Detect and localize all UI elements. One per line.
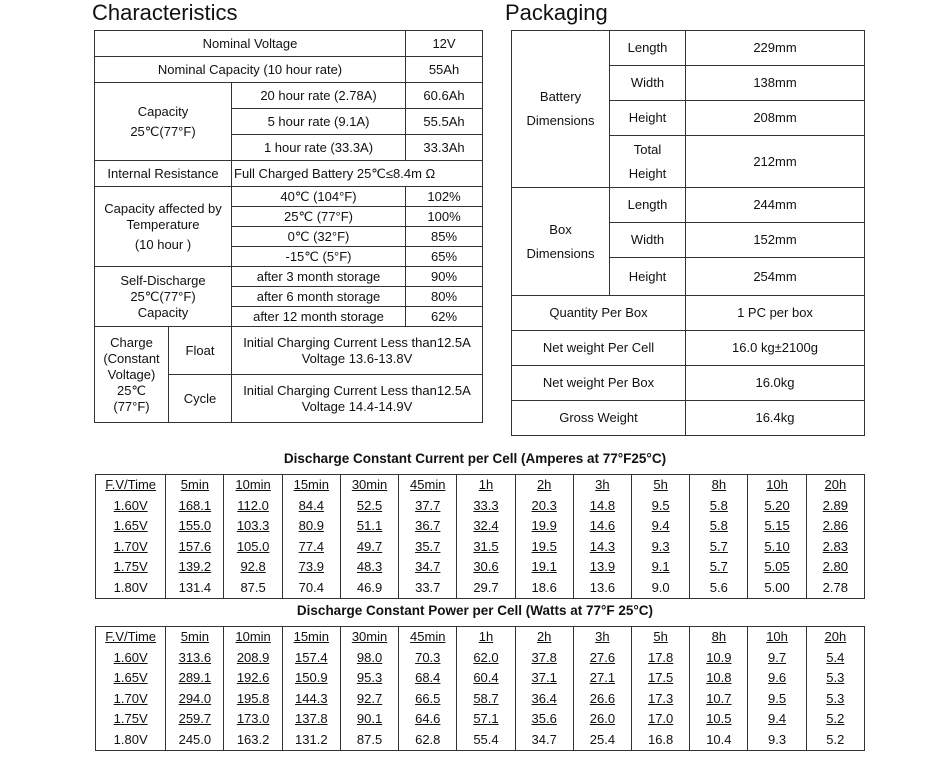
table-cell: 62.0 bbox=[457, 648, 515, 669]
temp-cond: 25℃ (77°F) bbox=[232, 207, 406, 227]
table-cell: 157.6 bbox=[166, 537, 224, 558]
temp-cond: -15℃ (5°F) bbox=[232, 247, 406, 267]
column-header: 10h bbox=[748, 627, 806, 648]
cycle-value: Initial Charging Current Less than12.5A Voltage 14.4-14.9V bbox=[232, 375, 483, 423]
table-cell: 26.0 bbox=[573, 709, 631, 730]
float-label: Float bbox=[169, 327, 232, 375]
column-header: 45min bbox=[399, 475, 457, 496]
battery-height-label: Height bbox=[610, 101, 686, 136]
box-height-label: Height bbox=[610, 258, 686, 296]
table-cell: 17.8 bbox=[632, 648, 690, 669]
characteristics-title: Characteristics bbox=[92, 0, 238, 25]
row-voltage: 1.75V bbox=[96, 557, 166, 578]
table-cell: 2.89 bbox=[806, 496, 864, 517]
table-cell: 48.3 bbox=[340, 557, 398, 578]
table-cell: 9.1 bbox=[632, 557, 690, 578]
table-cell: 13.9 bbox=[573, 557, 631, 578]
column-header: 8h bbox=[690, 475, 748, 496]
table-cell: 68.4 bbox=[399, 668, 457, 689]
box-width-value: 152mm bbox=[686, 223, 865, 258]
packaging-table bbox=[511, 30, 865, 436]
table-cell: 10.9 bbox=[690, 648, 748, 669]
temp-cond: 40℃ (104°F) bbox=[232, 187, 406, 207]
table-cell: 155.0 bbox=[166, 516, 224, 537]
table-cell: 17.3 bbox=[632, 689, 690, 710]
column-header: 1h bbox=[457, 475, 515, 496]
table-cell: 31.5 bbox=[457, 537, 515, 558]
column-header: 10min bbox=[224, 627, 282, 648]
column-header: 5min bbox=[166, 627, 224, 648]
table-cell: 2.86 bbox=[806, 516, 864, 537]
column-header: 2h bbox=[515, 475, 573, 496]
nominal-capacity-value: 55Ah bbox=[406, 57, 483, 83]
table-cell: 17.0 bbox=[632, 709, 690, 730]
column-header: 20h bbox=[806, 627, 864, 648]
table-row bbox=[96, 709, 865, 730]
table-cell: 34.7 bbox=[515, 730, 573, 751]
table-cell: 52.5 bbox=[340, 496, 398, 517]
quantity-value: 1 PC per box bbox=[686, 296, 865, 331]
table-cell: 5.2 bbox=[806, 730, 864, 751]
temp-value: 102% bbox=[406, 187, 483, 207]
table-cell: 14.3 bbox=[573, 537, 631, 558]
packaging-title: Packaging bbox=[505, 0, 608, 25]
column-header: 8h bbox=[690, 627, 748, 648]
table-cell: 92.8 bbox=[224, 557, 282, 578]
battery-height-value: 208mm bbox=[686, 101, 865, 136]
table-cell: 33.7 bbox=[399, 578, 457, 599]
table-cell: 26.6 bbox=[573, 689, 631, 710]
table-cell: 5.3 bbox=[806, 668, 864, 689]
battery-length-label: Length bbox=[610, 31, 686, 66]
power-table-title: Discharge Constant Power per Cell (Watts at 77°F 25°C) bbox=[296, 603, 654, 618]
table-cell: 37.1 bbox=[515, 668, 573, 689]
table-cell: 173.0 bbox=[224, 709, 282, 730]
net-cell-value: 16.0 kg±2100g bbox=[686, 331, 865, 366]
column-header: 3h bbox=[573, 627, 631, 648]
charge-label: Charge (Constant Voltage) 25℃ (77°F) bbox=[95, 327, 169, 423]
table-cell: 46.9 bbox=[340, 578, 398, 599]
column-header: 30min bbox=[340, 475, 398, 496]
column-header: 30min bbox=[340, 627, 398, 648]
row-voltage: 1.60V bbox=[96, 648, 166, 669]
table-cell: 5.8 bbox=[690, 496, 748, 517]
gross-weight-value: 16.4kg bbox=[686, 401, 865, 436]
table-row bbox=[96, 648, 865, 669]
table-cell: 29.7 bbox=[457, 578, 515, 599]
internal-resistance-label: Internal Resistance bbox=[95, 161, 232, 187]
table-cell: 58.7 bbox=[457, 689, 515, 710]
cycle-label: Cycle bbox=[169, 375, 232, 423]
column-header: 5min bbox=[166, 475, 224, 496]
temp-value: 65% bbox=[406, 247, 483, 267]
table-cell: 77.4 bbox=[282, 537, 340, 558]
row-voltage: 1.80V bbox=[96, 730, 166, 751]
table-cell: 9.3 bbox=[748, 730, 806, 751]
column-header: 15min bbox=[282, 627, 340, 648]
table-cell: 5.2 bbox=[806, 709, 864, 730]
table-cell: 2.78 bbox=[806, 578, 864, 599]
box-length-label: Length bbox=[610, 188, 686, 223]
table-cell: 131.4 bbox=[166, 578, 224, 599]
table-cell: 17.5 bbox=[632, 668, 690, 689]
table-cell: 131.2 bbox=[282, 730, 340, 751]
table-row bbox=[96, 557, 865, 578]
table-cell: 32.4 bbox=[457, 516, 515, 537]
table-cell: 66.5 bbox=[399, 689, 457, 710]
table-cell: 14.8 bbox=[573, 496, 631, 517]
nominal-capacity-label: Nominal Capacity (10 hour rate) bbox=[95, 57, 406, 83]
column-header: F.V/Time bbox=[96, 627, 166, 648]
table-cell: 294.0 bbox=[166, 689, 224, 710]
table-cell: 90.1 bbox=[340, 709, 398, 730]
battery-width-label: Width bbox=[610, 66, 686, 101]
table-cell: 36.4 bbox=[515, 689, 573, 710]
table-cell: 313.6 bbox=[166, 648, 224, 669]
internal-resistance-value: Full Charged Battery 25℃≤8.4m Ω bbox=[232, 161, 483, 187]
table-cell: 9.4 bbox=[632, 516, 690, 537]
table-cell: 168.1 bbox=[166, 496, 224, 517]
table-cell: 139.2 bbox=[166, 557, 224, 578]
table-cell: 34.7 bbox=[399, 557, 457, 578]
table-cell: 27.1 bbox=[573, 668, 631, 689]
box-dimensions-label: Box Dimensions bbox=[512, 188, 610, 296]
table-cell: 208.9 bbox=[224, 648, 282, 669]
table-row bbox=[96, 730, 865, 751]
temp-value: 85% bbox=[406, 227, 483, 247]
capacity-cond: 20 hour rate (2.78A) bbox=[232, 83, 406, 109]
table-cell: 70.3 bbox=[399, 648, 457, 669]
table-cell: 9.3 bbox=[632, 537, 690, 558]
table-cell: 2.83 bbox=[806, 537, 864, 558]
table-cell: 37.8 bbox=[515, 648, 573, 669]
table-cell: 16.8 bbox=[632, 730, 690, 751]
table-cell: 51.1 bbox=[340, 516, 398, 537]
characteristics-table bbox=[94, 30, 483, 423]
table-row bbox=[96, 496, 865, 517]
capacity-cond: 1 hour rate (33.3A) bbox=[232, 135, 406, 161]
table-row bbox=[96, 689, 865, 710]
gross-weight-label: Gross Weight bbox=[512, 401, 686, 436]
table-row bbox=[96, 578, 865, 599]
column-header: 2h bbox=[515, 627, 573, 648]
table-cell: 36.7 bbox=[399, 516, 457, 537]
row-voltage: 1.70V bbox=[96, 537, 166, 558]
self-discharge-cond: after 3 month storage bbox=[232, 267, 406, 287]
column-header: 15min bbox=[282, 475, 340, 496]
battery-width-value: 138mm bbox=[686, 66, 865, 101]
row-voltage: 1.75V bbox=[96, 709, 166, 730]
column-header: 20h bbox=[806, 475, 864, 496]
table-cell: 64.6 bbox=[399, 709, 457, 730]
table-cell: 5.20 bbox=[748, 496, 806, 517]
table-cell: 9.6 bbox=[748, 668, 806, 689]
row-voltage: 1.65V bbox=[96, 516, 166, 537]
table-cell: 95.3 bbox=[340, 668, 398, 689]
table-cell: 73.9 bbox=[282, 557, 340, 578]
table-cell: 37.7 bbox=[399, 496, 457, 517]
table-row bbox=[96, 537, 865, 558]
table-cell: 62.8 bbox=[399, 730, 457, 751]
self-discharge-cond: after 6 month storage bbox=[232, 287, 406, 307]
table-cell: 289.1 bbox=[166, 668, 224, 689]
box-height-value: 254mm bbox=[686, 258, 865, 296]
total-height-value: 212mm bbox=[686, 136, 865, 188]
capacity-value: 60.6Ah bbox=[406, 83, 483, 109]
table-cell: 19.1 bbox=[515, 557, 573, 578]
capacity-cond: 5 hour rate (9.1A) bbox=[232, 109, 406, 135]
column-header: F.V/Time bbox=[96, 475, 166, 496]
table-cell: 84.4 bbox=[282, 496, 340, 517]
capacity-value: 33.3Ah bbox=[406, 135, 483, 161]
table-cell: 49.7 bbox=[340, 537, 398, 558]
table-row bbox=[96, 668, 865, 689]
self-discharge-cond: after 12 month storage bbox=[232, 307, 406, 327]
table-cell: 35.7 bbox=[399, 537, 457, 558]
table-cell: 192.6 bbox=[224, 668, 282, 689]
self-discharge-value: 80% bbox=[406, 287, 483, 307]
table-cell: 150.9 bbox=[282, 668, 340, 689]
table-cell: 5.05 bbox=[748, 557, 806, 578]
table-cell: 20.3 bbox=[515, 496, 573, 517]
quantity-label: Quantity Per Box bbox=[512, 296, 686, 331]
row-voltage: 1.65V bbox=[96, 668, 166, 689]
table-cell: 57.1 bbox=[457, 709, 515, 730]
table-cell: 87.5 bbox=[340, 730, 398, 751]
battery-length-value: 229mm bbox=[686, 31, 865, 66]
table-cell: 92.7 bbox=[340, 689, 398, 710]
table-cell: 105.0 bbox=[224, 537, 282, 558]
table-cell: 98.0 bbox=[340, 648, 398, 669]
table-cell: 10.8 bbox=[690, 668, 748, 689]
table-row bbox=[96, 516, 865, 537]
table-cell: 9.0 bbox=[632, 578, 690, 599]
column-header: 10min bbox=[224, 475, 282, 496]
row-voltage: 1.80V bbox=[96, 578, 166, 599]
table-cell: 87.5 bbox=[224, 578, 282, 599]
table-cell: 19.5 bbox=[515, 537, 573, 558]
table-cell: 259.7 bbox=[166, 709, 224, 730]
table-cell: 2.80 bbox=[806, 557, 864, 578]
self-discharge-value: 90% bbox=[406, 267, 483, 287]
table-cell: 9.4 bbox=[748, 709, 806, 730]
nominal-voltage-value: 12V bbox=[406, 31, 483, 57]
table-cell: 5.3 bbox=[806, 689, 864, 710]
header-row bbox=[96, 475, 865, 496]
battery-dimensions-label: Battery Dimensions bbox=[512, 31, 610, 188]
capacity-label: Capacity 25℃(77°F) bbox=[95, 83, 232, 161]
self-discharge-value: 62% bbox=[406, 307, 483, 327]
table-cell: 5.00 bbox=[748, 578, 806, 599]
box-length-value: 244mm bbox=[686, 188, 865, 223]
current-table bbox=[95, 474, 865, 599]
table-cell: 163.2 bbox=[224, 730, 282, 751]
capacity-value: 55.5Ah bbox=[406, 109, 483, 135]
self-discharge-label: Self-Discharge 25℃(77°F) Capacity bbox=[95, 267, 232, 327]
box-width-label: Width bbox=[610, 223, 686, 258]
table-cell: 5.15 bbox=[748, 516, 806, 537]
table-cell: 55.4 bbox=[457, 730, 515, 751]
current-table-title: Discharge Constant Current per Cell (Amperes at 77°F25°C) bbox=[283, 451, 667, 466]
table-cell: 144.3 bbox=[282, 689, 340, 710]
header-row bbox=[96, 627, 865, 648]
table-cell: 19.9 bbox=[515, 516, 573, 537]
column-header: 5h bbox=[632, 475, 690, 496]
table-cell: 157.4 bbox=[282, 648, 340, 669]
column-header: 3h bbox=[573, 475, 631, 496]
table-cell: 14.6 bbox=[573, 516, 631, 537]
table-cell: 5.7 bbox=[690, 537, 748, 558]
table-cell: 10.7 bbox=[690, 689, 748, 710]
table-cell: 27.6 bbox=[573, 648, 631, 669]
table-cell: 13.6 bbox=[573, 578, 631, 599]
nominal-voltage-label: Nominal Voltage bbox=[95, 31, 406, 57]
net-box-label: Net weight Per Box bbox=[512, 366, 686, 401]
table-cell: 5.8 bbox=[690, 516, 748, 537]
row-voltage: 1.60V bbox=[96, 496, 166, 517]
table-cell: 137.8 bbox=[282, 709, 340, 730]
table-cell: 10.4 bbox=[690, 730, 748, 751]
temperature-label: Capacity affected by Temperature (10 hour ) bbox=[95, 187, 232, 267]
table-cell: 70.4 bbox=[282, 578, 340, 599]
table-cell: 5.4 bbox=[806, 648, 864, 669]
table-cell: 112.0 bbox=[224, 496, 282, 517]
table-cell: 103.3 bbox=[224, 516, 282, 537]
table-cell: 5.7 bbox=[690, 557, 748, 578]
row-voltage: 1.70V bbox=[96, 689, 166, 710]
table-cell: 9.5 bbox=[748, 689, 806, 710]
float-value: Initial Charging Current Less than12.5A Voltage 13.6-13.8V bbox=[232, 327, 483, 375]
table-cell: 18.6 bbox=[515, 578, 573, 599]
table-cell: 30.6 bbox=[457, 557, 515, 578]
table-cell: 33.3 bbox=[457, 496, 515, 517]
table-cell: 35.6 bbox=[515, 709, 573, 730]
temp-value: 100% bbox=[406, 207, 483, 227]
column-header: 5h bbox=[632, 627, 690, 648]
power-table bbox=[95, 626, 865, 751]
table-cell: 9.5 bbox=[632, 496, 690, 517]
table-cell: 5.6 bbox=[690, 578, 748, 599]
net-box-value: 16.0kg bbox=[686, 366, 865, 401]
table-cell: 5.10 bbox=[748, 537, 806, 558]
table-cell: 195.8 bbox=[224, 689, 282, 710]
table-cell: 25.4 bbox=[573, 730, 631, 751]
total-height-label: Total Height bbox=[610, 136, 686, 188]
table-cell: 80.9 bbox=[282, 516, 340, 537]
column-header: 1h bbox=[457, 627, 515, 648]
column-header: 45min bbox=[399, 627, 457, 648]
column-header: 10h bbox=[748, 475, 806, 496]
table-cell: 9.7 bbox=[748, 648, 806, 669]
table-cell: 10.5 bbox=[690, 709, 748, 730]
table-cell: 60.4 bbox=[457, 668, 515, 689]
net-cell-label: Net weight Per Cell bbox=[512, 331, 686, 366]
table-cell: 245.0 bbox=[166, 730, 224, 751]
temp-cond: 0℃ (32°F) bbox=[232, 227, 406, 247]
